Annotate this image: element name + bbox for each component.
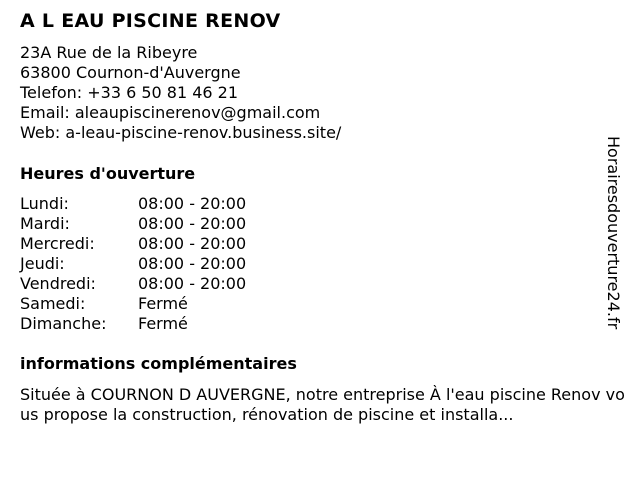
day-label: Lundi: bbox=[20, 194, 69, 213]
time-value: 08:00 - 20:00 bbox=[138, 194, 247, 213]
time-value: 08:00 - 20:00 bbox=[138, 234, 247, 253]
side-logo-text: Horairesdouverture24.fr bbox=[604, 136, 623, 330]
email-line: Email: aleaupiscinerenov@gmail.com bbox=[20, 103, 321, 122]
info-heading: informations complémentaires bbox=[20, 354, 297, 373]
time-value: 08:00 - 20:00 bbox=[138, 214, 247, 233]
day-label: Mardi: bbox=[20, 214, 70, 233]
contact-block bbox=[20, 43, 341, 143]
business-name: A L EAU PISCINE RENOV bbox=[20, 10, 281, 32]
day-label: Samedi: bbox=[20, 294, 86, 313]
address-line-city: 63800 Cournon-d'Auvergne bbox=[20, 63, 241, 82]
web-line: Web: a-leau-piscine-renov.business.site/ bbox=[20, 123, 342, 142]
hours-row-tuesday bbox=[20, 214, 246, 234]
day-label: Jeudi: bbox=[20, 254, 65, 273]
hours-row-saturday bbox=[20, 294, 246, 314]
hours-table bbox=[20, 194, 246, 334]
time-value: Fermé bbox=[138, 294, 188, 313]
hours-row-friday bbox=[20, 274, 246, 294]
hours-heading: Heures d'ouverture bbox=[20, 164, 196, 183]
phone-line: Telefon: +33 6 50 81 46 21 bbox=[20, 83, 239, 102]
day-label: Dimanche: bbox=[20, 314, 107, 333]
day-label: Mercredi: bbox=[20, 234, 95, 253]
info-description: Située à COURNON D AUVERGNE, notre entreprise À l'eau piscine Renov vous propose la construction, rénovation de piscine et installa... bbox=[20, 385, 625, 424]
address-line-street: 23A Rue de la Ribeyre bbox=[20, 43, 198, 62]
hours-row-monday bbox=[20, 194, 246, 214]
day-label: Vendredi: bbox=[20, 274, 96, 293]
time-value: 08:00 - 20:00 bbox=[138, 274, 247, 293]
time-value: Fermé bbox=[138, 314, 188, 333]
time-value: 08:00 - 20:00 bbox=[138, 254, 247, 273]
hours-row-wednesday bbox=[20, 234, 246, 254]
hours-row-thursday bbox=[20, 254, 246, 274]
hours-row-sunday bbox=[20, 314, 246, 334]
